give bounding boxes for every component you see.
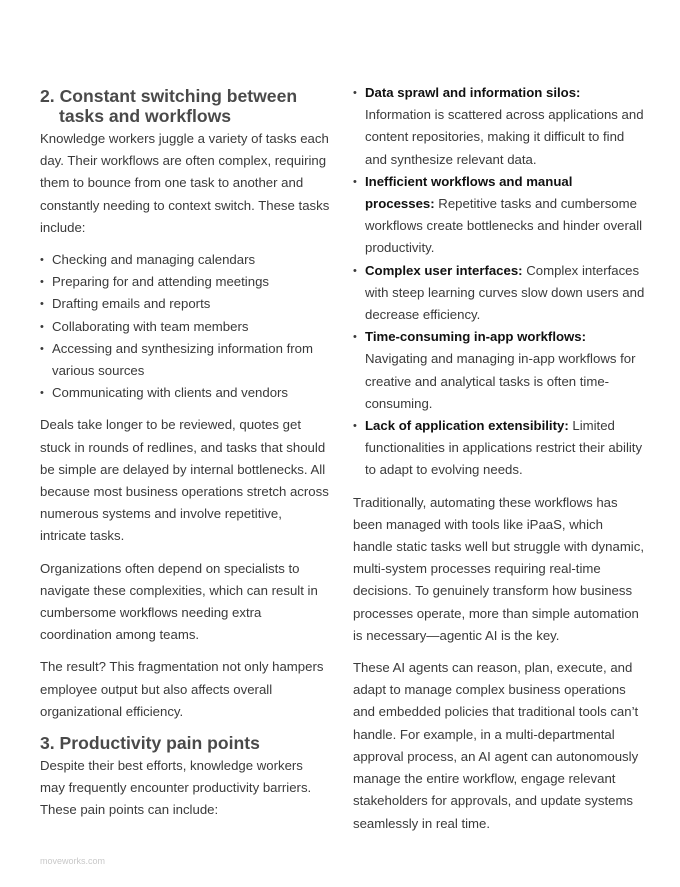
footer-url: moveworks.com: [40, 855, 106, 866]
deals-paragraph: Deals take longer to be reviewed, quotes get stuck in rounds of redlines, and tasks that should be simple are delayed by internal bottlenecks. All because most business operations stretch across numerous systems and involve repetitive, intricate tasks.: [40, 417, 329, 544]
list-item: • Time-consuming in-app workflows: Navigating and managing in-app workflows for creative and analytical tasks is often time-consuming.: [353, 326, 645, 415]
tasks-list: [40, 249, 330, 404]
organizations-paragraph: Organizations often depend on specialists to navigate these complexities, which can result in cumbersome workflows needing extra coordination among teams.: [40, 560, 318, 643]
list-item: • Drafting emails and reports: [40, 293, 330, 315]
list-item: • Preparing for and attending meetings: [40, 271, 330, 293]
list-item: • Inefficient workflows and manual processes: Repetitive tasks and cumbersome workflows create bottlenecks and hinder overall productivity.: [353, 171, 645, 260]
list-item: • Accessing and synthesizing information from various sources: [40, 338, 330, 382]
result-paragraph: The result? This fragmentation not only hampers employee output but also affects overall organizational efficiency.: [40, 659, 324, 719]
list-item: • Communicating with clients and vendors: [40, 382, 330, 404]
intro-paragraph: Knowledge workers juggle a variety of tasks each day. Their workflows are often complex, requiring them to bounce from one task to another and constantly needing to context switch. These tasks include:: [40, 131, 330, 235]
list-item: • Collaborating with team members: [40, 316, 330, 338]
pain-points-list: [353, 82, 645, 482]
two-column-body: [0, 82, 680, 845]
list-item: • Lack of application extensibility: Limited functionalities in applications restrict their ability to adapt to evolving needs.: [353, 415, 645, 482]
section-2-heading: 2. Constant switching between tasks and workflows: [40, 86, 298, 126]
list-item: • Checking and managing calendars: [40, 249, 330, 271]
ai-agents-paragraph: These AI agents can reason, plan, execute, and adapt to manage complex business operations and embedded policies that traditional tools can’t handle. For example, in a multi-departmental approval process, an AI agent can autonomously manage the entire workflow, engage relevant stakeholders for approvals, and update systems seamlessly in real time.: [353, 660, 639, 831]
list-item: • Data sprawl and information silos: Information is scattered across applications and content repositories, making it difficult to find and synthesize relevant data.: [353, 82, 645, 171]
right-column: [353, 82, 645, 845]
traditionally-paragraph: Traditionally, automating these workflows has been managed with tools like iPaaS, which handle static tasks well but struggle with dynamic, multi-system processes requiring real-time decisions. To genuinely transform how business processes operate, more than simple automation is necessary—agentic AI is the key.: [353, 494, 644, 643]
section-3-heading: 3. Productivity pain points: [40, 733, 260, 754]
pain-intro-paragraph: Despite their best efforts, knowledge workers may frequently encounter productivity barriers. These pain points can include:: [40, 758, 312, 818]
left-column: [40, 82, 330, 832]
list-item: • Complex user interfaces: Complex interfaces with steep learning curves slow down users and decrease efficiency.: [353, 260, 645, 327]
